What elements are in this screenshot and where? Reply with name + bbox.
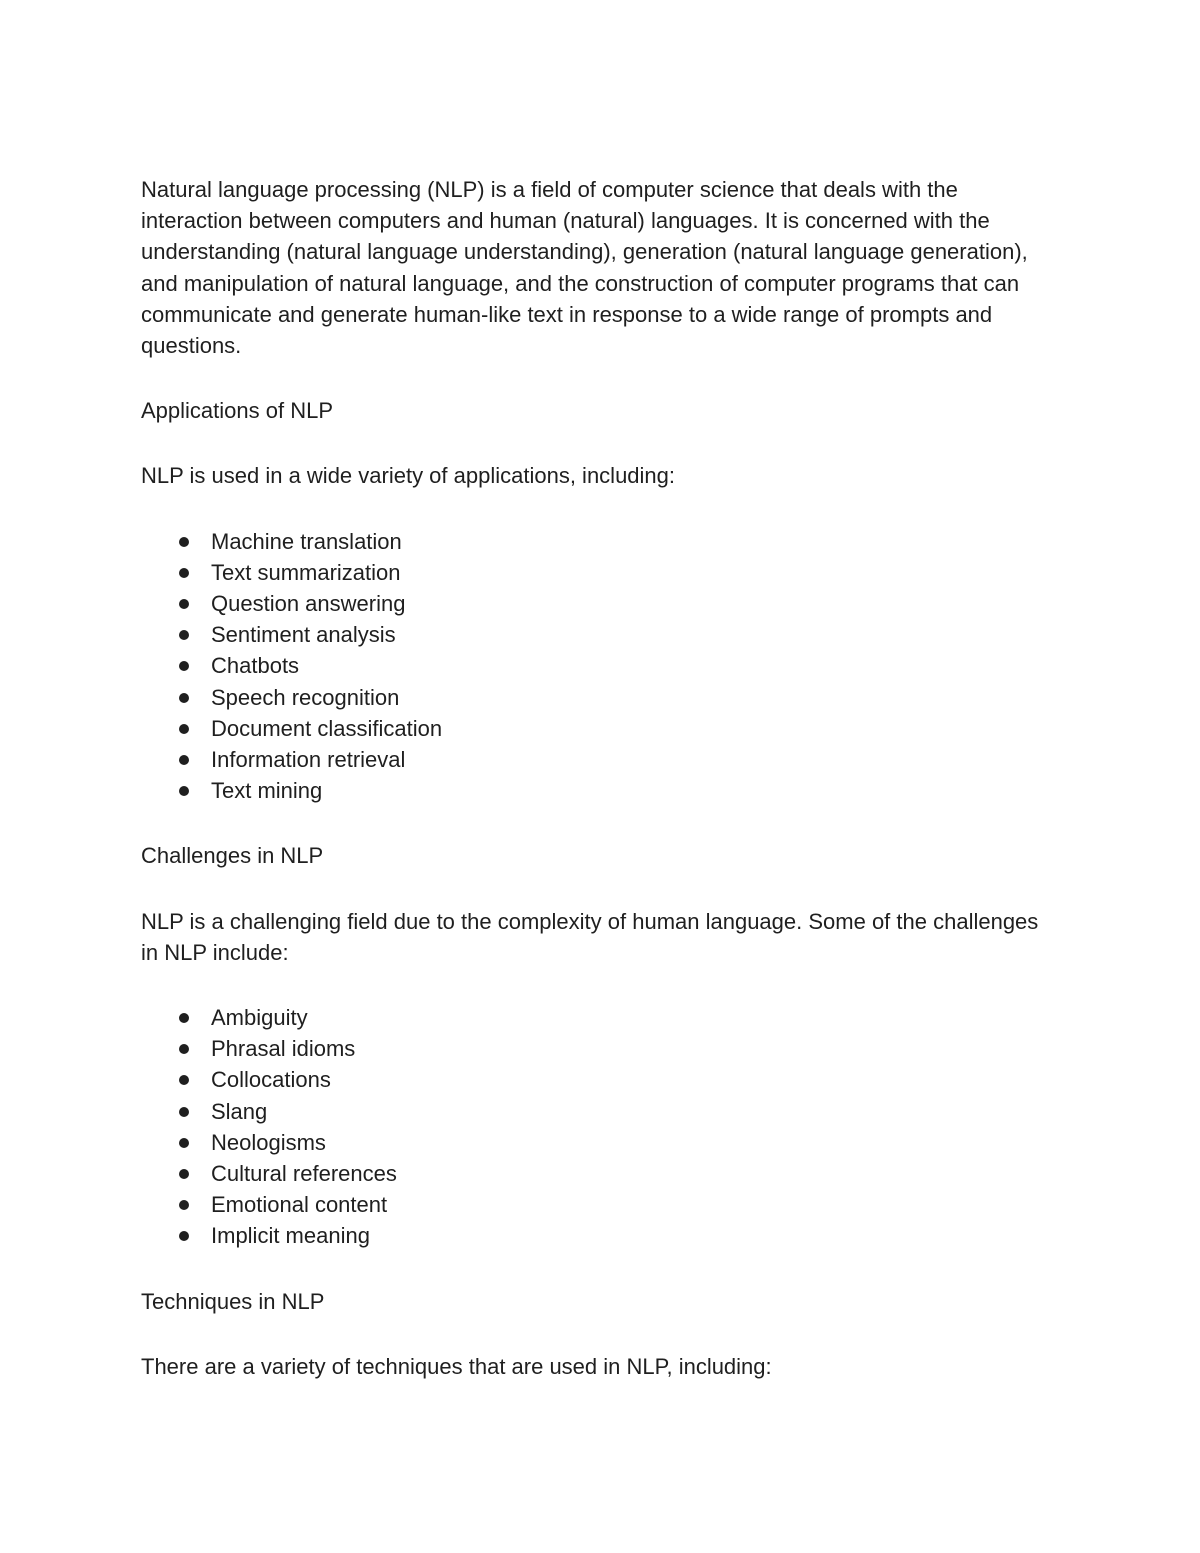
list-item: Question answering (141, 588, 1061, 619)
techniques-lead: There are a variety of techniques that are used in NLP, including: (141, 1353, 772, 1379)
bullet-icon (179, 661, 189, 671)
bullet-icon (179, 1231, 189, 1241)
list-item: Document classification (141, 713, 1061, 744)
bullet-icon (179, 537, 189, 547)
list-item: Text summarization (141, 557, 1061, 588)
bullet-icon (179, 1075, 189, 1085)
challenges-list (141, 1002, 1061, 1252)
list-item: Implicit meaning (141, 1220, 1061, 1251)
list-item: Chatbots (141, 650, 1061, 681)
document-page (141, 174, 1061, 1416)
list-item: Text mining (141, 775, 1061, 806)
applications-lead: NLP is used in a wide variety of applications, including: (141, 463, 676, 489)
bullet-icon (179, 1200, 189, 1210)
bullet-icon (179, 1107, 189, 1117)
bullet-icon (179, 724, 189, 734)
bullet-icon (179, 1044, 189, 1054)
applications-list (141, 526, 1061, 807)
bullet-icon (179, 1169, 189, 1179)
list-item: Ambiguity (141, 1002, 1061, 1033)
bullet-icon (179, 630, 189, 640)
bullet-icon (179, 786, 189, 796)
list-item: Slang (141, 1096, 1061, 1127)
list-item: Information retrieval (141, 744, 1061, 775)
bullet-icon (179, 693, 189, 703)
bullet-icon (179, 755, 189, 765)
bullet-icon (179, 1013, 189, 1023)
bullet-icon (179, 599, 189, 609)
list-item: Collocations (141, 1064, 1061, 1095)
list-item: Speech recognition (141, 682, 1061, 713)
list-item: Machine translation (141, 526, 1061, 557)
bullet-icon (179, 568, 189, 578)
list-item: Neologisms (141, 1127, 1061, 1158)
list-item: Cultural references (141, 1158, 1061, 1189)
techniques-heading: Techniques in NLP (141, 1288, 325, 1314)
intro-paragraph: Natural language processing (NLP) is a field of computer science that deals with the interaction between computers and human (natural) languages. It is concerned with the understanding (natural language understanding), generation (natural language generation), and manipulation of natural language, and the construction of computer programs that can communicate and generate human-like text in response to a wide range of prompts and questions. (141, 177, 1028, 359)
bullet-icon (179, 1138, 189, 1148)
challenges-lead: NLP is a challenging field due to the complexity of human language. Some of the challenges in NLP include: (141, 908, 1039, 965)
list-item: Sentiment analysis (141, 619, 1061, 650)
list-item: Emotional content (141, 1189, 1061, 1220)
list-item: Phrasal idioms (141, 1033, 1061, 1064)
applications-heading: Applications of NLP (141, 398, 333, 424)
challenges-heading: Challenges in NLP (141, 843, 324, 869)
